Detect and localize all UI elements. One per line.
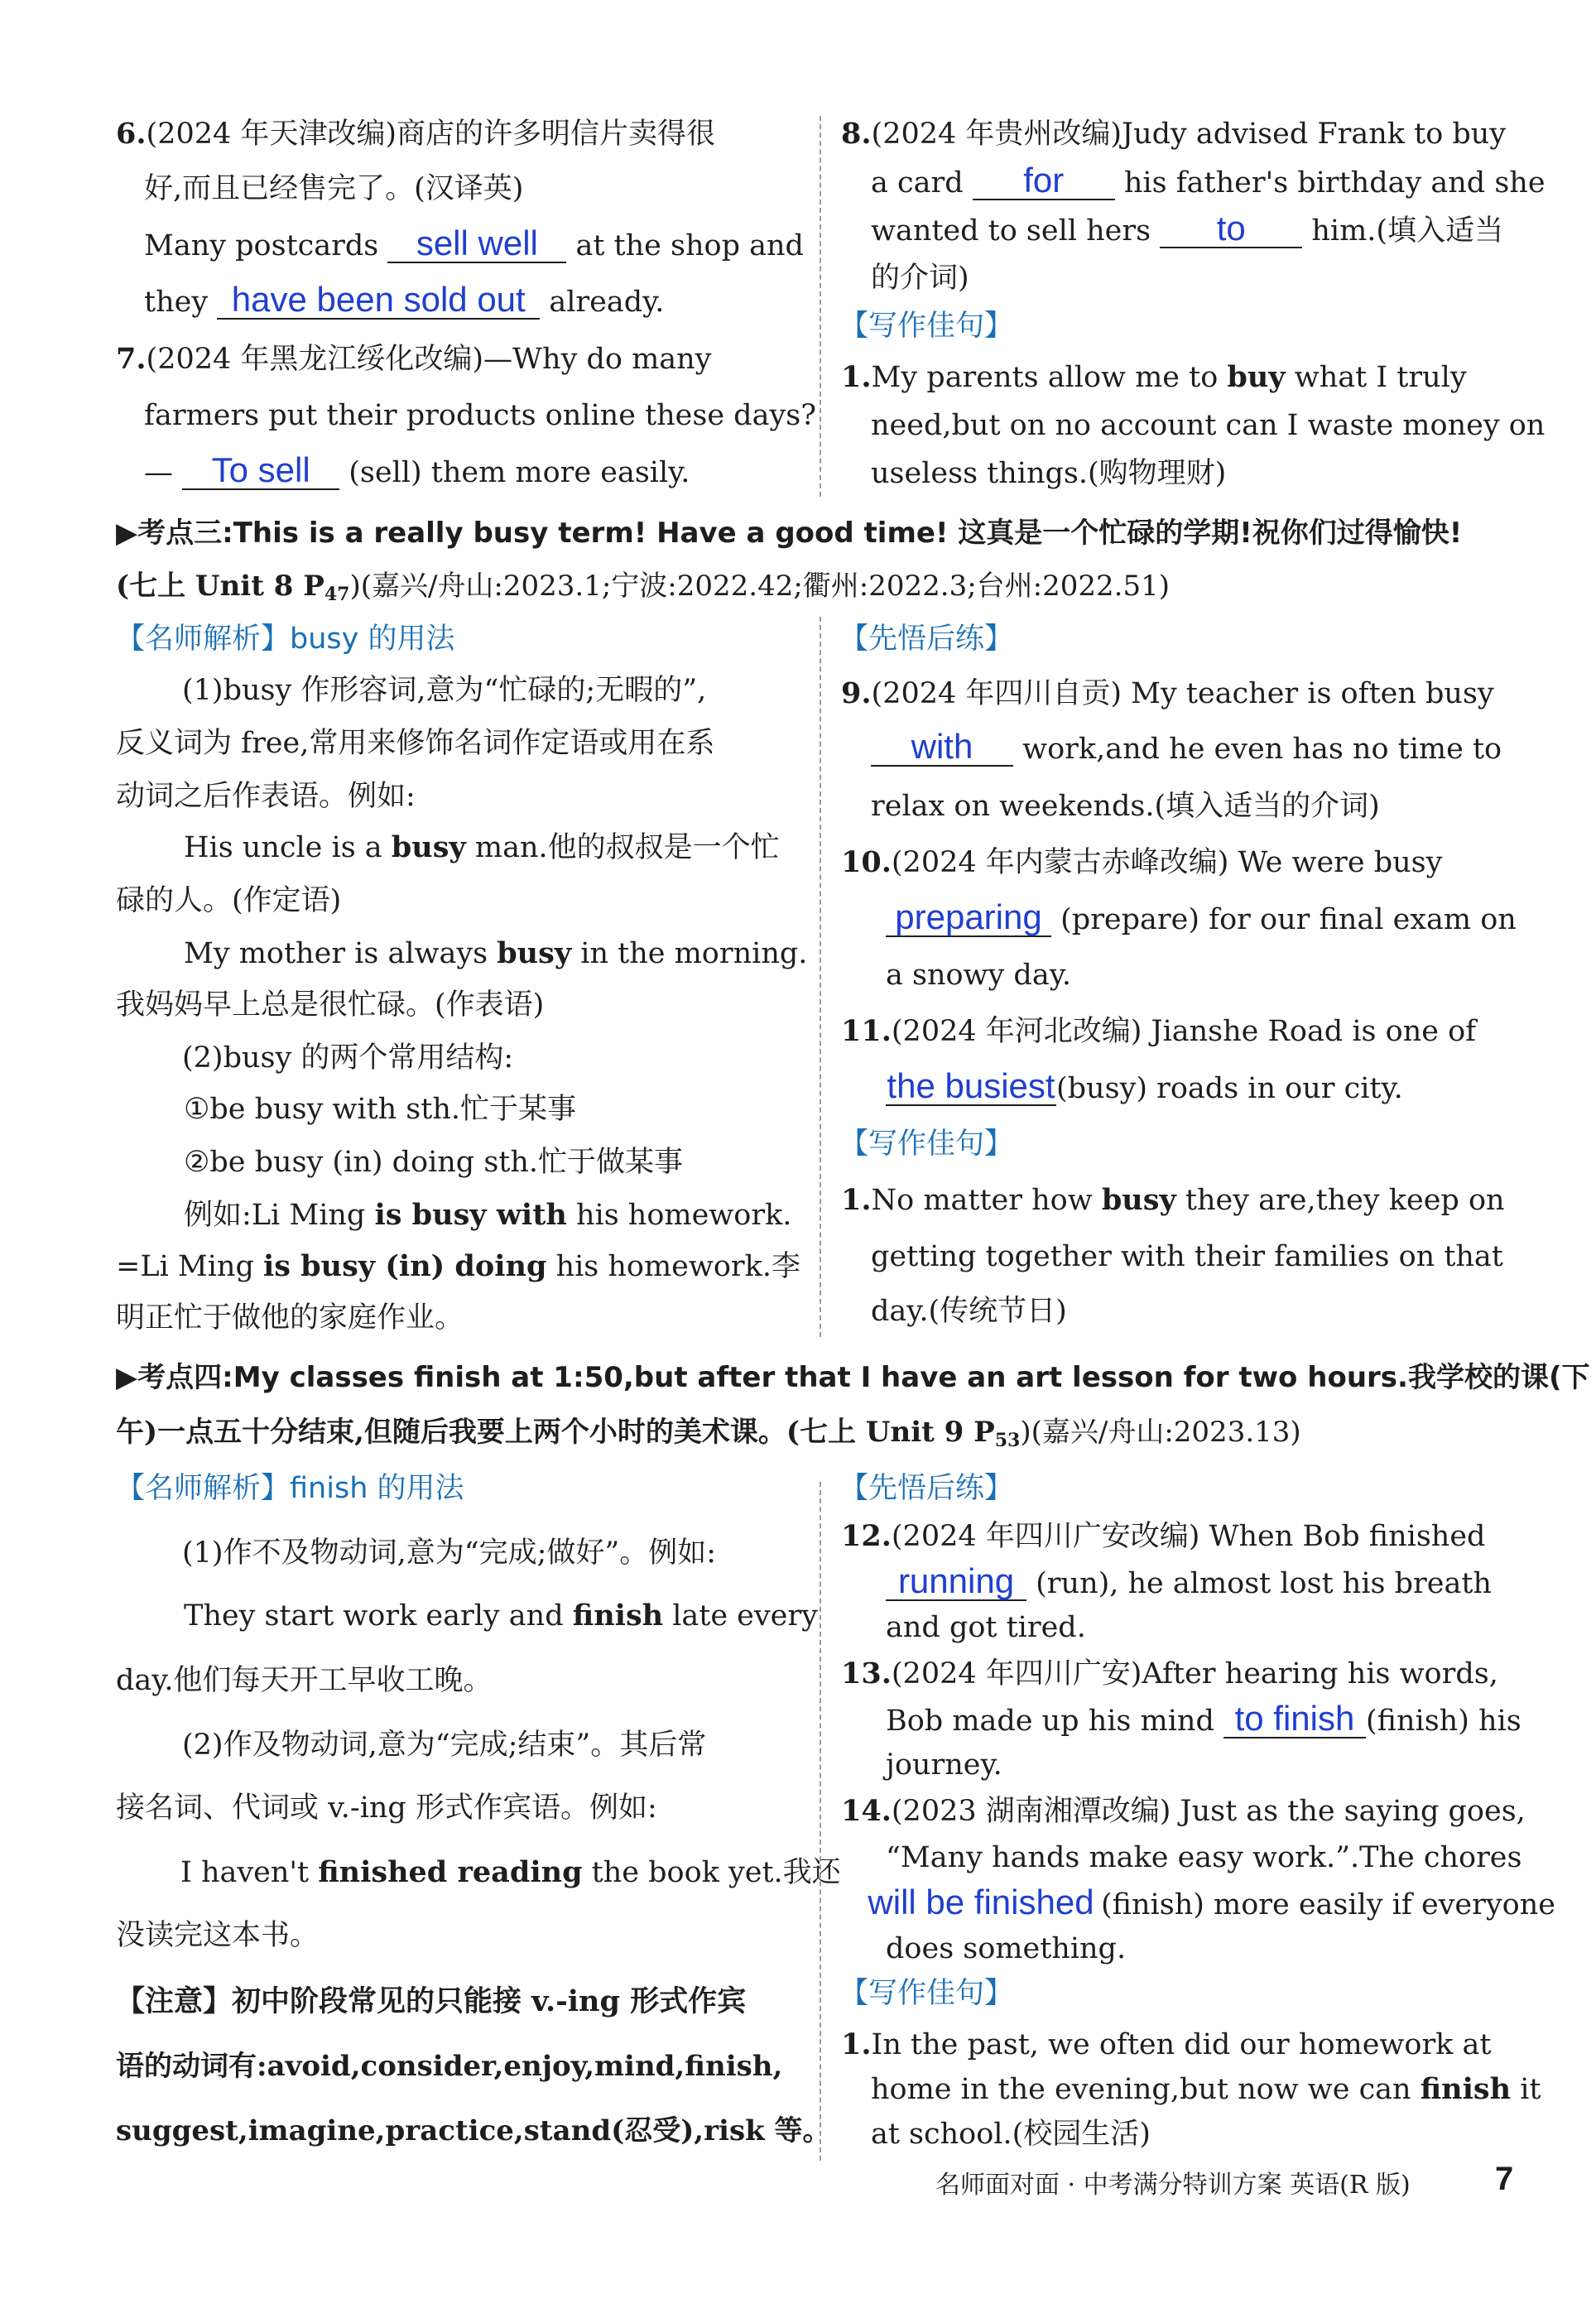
write3-line-2: home in the evening,but now we can finish it <box>871 2072 1541 2106</box>
ms2-note-2: 语的动词有:avoid,consider,enjoy,mind,finish, <box>116 2050 783 2083</box>
ms1-e3: 例如:Li Ming is busy with his homework. <box>184 1198 792 1232</box>
q12-line-2: running (run), he almost lost his breath <box>886 1563 1492 1604</box>
teacher-analysis-tag-2: 【名师解析】finish 的用法 <box>116 1472 464 1505</box>
q12-answer: running <box>886 1563 1026 1601</box>
q6-line-3: Many postcards sell well at the shop and <box>144 224 804 262</box>
q14-line-1: 14.(2023 湖南湘潭改编) Just as the saying goes, <box>841 1794 1526 1828</box>
q7-line-1: 7.(2024 年黑龙江绥化改编)—Why do many <box>116 342 712 376</box>
kaodian-3-title: ▶考点三:This is a really busy term! Have a good time! 这真是一个忙碌的学期!祝你们过得愉快! <box>116 517 1463 550</box>
ms1-e2: My mother is always busy in the morning. <box>184 936 808 970</box>
practice-tag-2: 【先悟后练】 <box>839 1472 1014 1505</box>
q9-line-2: with work,and he even has no time to <box>871 729 1502 769</box>
ms2-e1: They start work early and finish late every <box>184 1599 818 1633</box>
q8-line-2: a card for his father's birthday and she <box>871 161 1546 200</box>
q12-line-3: and got tired. <box>886 1611 1086 1644</box>
ms1-e1-cont: 碌的人。(作定语) <box>116 884 342 917</box>
writing-tag-1: 【写作佳句】 <box>839 310 1014 343</box>
q11-line-1: 11.(2024 年河北改编) Jianshe Road is one of <box>841 1014 1477 1048</box>
teacher-analysis-tag-1: 【名师解析】busy 的用法 <box>116 623 455 656</box>
q12-line-1: 12.(2024 年四川广安改编) When Bob finished <box>841 1519 1486 1553</box>
writing-tag-3: 【写作佳句】 <box>839 1977 1014 2010</box>
q6-answer-1: sell well <box>387 225 566 263</box>
q8-line-1: 8.(2024 年贵州改编)Judy advised Frank to buy <box>841 117 1507 151</box>
write1-line-2: need,but on no account can I waste money on <box>871 409 1546 442</box>
column-divider-bottom <box>820 1482 821 2161</box>
ms2-note-3: suggest,imagine,practice,stand(忍受),risk 等。 <box>116 2114 831 2147</box>
write2-line-2: getting together with their families on that <box>871 1240 1503 1273</box>
ms1-e1: His uncle is a busy man.他的叔叔是一个忙 <box>184 830 780 864</box>
q8-line-4: 的介词) <box>871 262 969 295</box>
q10-line-2: preparing (prepare) for our final exam on <box>886 899 1517 940</box>
q10-line-1: 10.(2024 年内蒙古赤峰改编) We were busy <box>841 845 1443 879</box>
write1-line-1: 1.My parents allow me to buy what I truly <box>841 360 1467 394</box>
ms2-e1-cont: day.他们每天开工早收工晚。 <box>116 1664 493 1697</box>
ms1-p1: (1)busy 作形容词,意为“忙碌的;无暇的”, <box>182 674 707 707</box>
ms1-p5: ①be busy with sth.忙于某事 <box>184 1093 577 1126</box>
ms2-p2: (2)作及物动词,意为“完成;结束”。其后常 <box>182 1729 707 1762</box>
q7-answer: To sell <box>182 452 339 490</box>
q13-line-3: journey. <box>886 1748 1002 1782</box>
write2-line-1: 1.No matter how busy they are,they keep on <box>841 1183 1505 1217</box>
page-number: 7 <box>1495 2161 1514 2197</box>
q9-answer: with <box>871 729 1013 767</box>
ms1-e4: =Li Ming is busy (in) doing his homework.李 <box>116 1249 800 1283</box>
q13-line-1: 13.(2024 年四川广安)After hearing his words, <box>841 1657 1498 1690</box>
q7-line-2: farmers put their products online these days? <box>144 399 816 432</box>
q11-answer: the busiest <box>887 1066 1055 1105</box>
q7-line-3: — To sell (sell) them more easily. <box>144 450 690 489</box>
practice-tag-1: 【先悟后练】 <box>839 623 1014 656</box>
ms2-p1: (1)作不及物动词,意为“完成;做好”。例如: <box>182 1537 717 1570</box>
q14-line-3: will be finished (finish) more easily if everyone <box>861 1884 1555 1925</box>
q13-line-2: Bob made up his mind to finish (finish) his <box>886 1699 1521 1738</box>
column-divider-middle <box>820 617 821 1337</box>
ms1-p3: 动词之后作表语。例如: <box>116 780 416 813</box>
kaodian-4-source: 午)一点五十分结束,但随后我要上两个小时的美术课。(七上 Unit 9 $P_{53}$)(嘉兴/舟山:2023.13) <box>116 1416 1301 1451</box>
q8-answer-2: to <box>1160 210 1302 248</box>
write3-line-1: 1.In the past, we often did our homework at <box>841 2027 1492 2061</box>
ms2-note-1: 【注意】初中阶段常见的只能接 v.-ing 形式作宾 <box>116 1984 747 2018</box>
ms2-p3: 接名词、代词或 v.-ing 形式作宾语。例如: <box>116 1791 657 1825</box>
ms2-e2: I haven't finished reading the book yet.我还 <box>180 1855 841 1889</box>
column-divider-top <box>820 116 821 497</box>
ms1-e2-cont: 我妈妈早上总是很忙碌。(作表语) <box>116 988 545 1022</box>
q13-answer: to finish <box>1223 1700 1366 1738</box>
q10-line-3: a snowy day. <box>886 959 1071 992</box>
write2-line-3: day.(传统节日) <box>871 1295 1067 1328</box>
q14-line-4: does something. <box>886 1932 1127 1965</box>
writing-tag-2: 【写作佳句】 <box>839 1128 1014 1161</box>
write3-line-3: at school.(校园生活) <box>871 2118 1151 2151</box>
q8-answer-1: for <box>973 162 1115 200</box>
ms1-p4: (2)busy 的两个常用结构: <box>182 1041 514 1075</box>
ms1-p6: ②be busy (in) doing sth.忙于做某事 <box>184 1146 684 1179</box>
q6-line-2: 好,而且已经售完了。(汉译英) <box>144 172 524 205</box>
q6-line-4: they have been sold out already. <box>144 280 665 319</box>
footer-text: 名师面对面 · 中考满分特训方案 英语(R 版) <box>935 2171 1411 2200</box>
write1-line-3: useless things.(购物理财) <box>871 457 1227 490</box>
kaodian-3-source: (七上 Unit 8 $P_{47}$)(嘉兴/舟山:2023.1;宁波:2022.42;衢州:2022.3;台州:2022.51) <box>116 570 1171 605</box>
ms1-p2: 反义词为 free,常用来修饰名词作定语或用在系 <box>116 727 715 760</box>
q11-line-2: the busiest(busy) roads in our city. <box>887 1066 1403 1105</box>
q14-line-2: “Many hands make easy work.”.The chores <box>886 1841 1522 1874</box>
q6-answer-2: have been sold out <box>217 281 540 320</box>
q8-line-3: wanted to sell hers to him.(填入适当 <box>871 209 1504 248</box>
q6-line-1: 6.(2024 年天津改编)商店的许多明信片卖得很 <box>116 117 716 151</box>
q9-line-1: 9.(2024 年四川自贡) My teacher is often busy <box>841 676 1494 710</box>
ms2-e2-cont: 没读完这本书。 <box>116 1919 320 1952</box>
kaodian-4-title: ▶考点四:My classes finish at 1:50,but after that I have an art lesson for two hours.我学校的课(下 <box>116 1361 1590 1394</box>
ms1-e4-cont: 明正忙于做他的家庭作业。 <box>116 1301 464 1335</box>
q10-answer: preparing <box>886 899 1051 937</box>
q9-line-3: relax on weekends.(填入适当的介词) <box>871 790 1380 823</box>
q14-answer: will be finished <box>868 1883 1094 1921</box>
